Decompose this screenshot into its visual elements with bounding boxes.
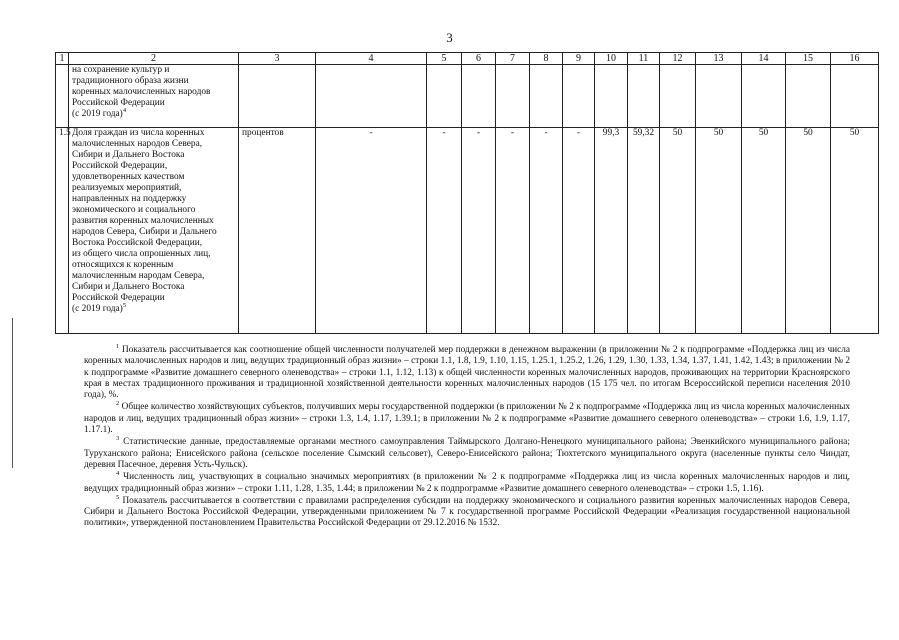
column-number: 11 xyxy=(628,53,660,65)
value-cell: 59,32 xyxy=(628,128,660,334)
table-row xyxy=(56,128,879,334)
column-number-row xyxy=(56,53,879,65)
footnote: $^1$ Показатель рассчитывается как соотношение общей численности получателей мер поддержки в денежном выражении (в приложении № 2 к подпрограмме «Поддержка лиц из числа коренных малочисленных народов и лиц, ведущих традиционный образ жизни» – строки 1.1, 1.8, 1.9, 1.10, 1.15, 1.25.1, 1.25.2, 1.26, 1.29, 1.30, 1.33, 1.34, 1.37, 1.41, 1.42, 1.43; в приложении № 2 к подпрограмме «Развитие домашнего северного оленеводства» – строки 1.1, 1.12, 1.13) к общей численности коренных малочисленных народов, проживающих на территории Красноярского края в местах традиционного проживания и традиционной хозяйственной деятельности коренных малочисленных народов (15 175 чел. по итогам Всероссийской переписи населения 2010 года), %. xyxy=(84,343,851,401)
column-number: 16 xyxy=(831,53,879,65)
indicator-name-cell: на сохранение культур и традиционного образа жизни коренных малочисленных народов Российской Федерации (с 2019 года)$^4$ xyxy=(69,65,239,128)
indicators-table xyxy=(55,52,879,334)
footnote: $^3$ Статистические данные, предоставляемые органами местного самоуправления Таймырского Долгано-Ненецкого муниципального района; Эвенкийского муниципального района; Туруханского района; Енисейского района (сельское поселение Сымский сельсовет), Северо-Енисейского района; Тюхтетского муниципального округа (населенные пункты село Чиндат, деревня Пасечное, деревня Усть-Чульск). xyxy=(84,435,850,470)
column-number: 4 xyxy=(316,53,427,65)
footnote: $^5$ Показатель рассчитывается в соответствии с правилами распределения субсидии на поддержку экономического и социального развития коренных малочисленных народов Севера, Сибири и Дальнего Востока Российской Федерации, утвержденными приложением № 7 к государственной программе Российской Федерации «Реализация государственной национальной политики», утвержденной постановлением Правительства Российской Федерации от 29.12.2016 № 1532. xyxy=(84,493,851,529)
column-number: 12 xyxy=(660,53,696,65)
row-number: 1.5 xyxy=(56,128,69,334)
column-number: 2 xyxy=(69,53,239,65)
column-number: 15 xyxy=(786,53,831,65)
footnote: $^2$ Общее количество хозяйствующих субъектов, получивших меры государственной поддержки (в приложении № 2 к подпрограмме «Поддержка лиц из числа коренных малочисленных народов и лиц, ведущих традиционный образ жизни» – строки 1.3, 1.4, 1.17, 1.39.1; в приложении № 2 к подпрограмме «Развитие домашнего северного оленеводства» – строки 1.6, 1.9, 1.17, 1.17.1). xyxy=(84,400,851,436)
value-cell: 50 xyxy=(660,128,696,334)
value-cell: - xyxy=(427,128,462,334)
column-number: 3 xyxy=(239,53,316,65)
column-number: 10 xyxy=(595,53,628,65)
value-cell: 50 xyxy=(696,128,742,334)
column-number: 1 xyxy=(56,53,69,65)
column-number: 13 xyxy=(696,53,742,65)
column-number: 8 xyxy=(530,53,563,65)
page-number: 3 xyxy=(446,30,453,45)
value-cell: - xyxy=(462,128,496,334)
indicator-name-cell: Доля граждан из числа коренных малочисленных народов Севера, Сибири и Дальнего Востока Российской Федерации, удовлетворенных качеством реализуемых мероприятий, направленных на поддержку экономического и социального развития коренных малочисленных народов Севера, Сибири и Дальнего Востока Российской Федерации, из общего числа опрошенных лиц, относящихся к коренным малочисленным народам Севера, Сибири и Дальнего Востока Российской Федерации (с 2019 года)$^5$ xyxy=(69,128,239,334)
footnote: $^4$ Численность лиц, участвующих в социально значимых мероприятиях (в приложении № 2 к подпрограмме «Поддержка лиц из числа коренных малочисленных народов и лиц, ведущих традиционный образ жизни» – строки 1.11, 1.28, 1.35, 1.44; в приложении № 2 к подпрограмме «Развитие домашнего северного оленеводства» – строки 1.5, 1.16). xyxy=(84,470,850,494)
value-cell: 99,3 xyxy=(595,128,628,334)
value-cell: 50 xyxy=(742,128,786,334)
column-number: 9 xyxy=(563,53,595,65)
footnote-ref: 4 xyxy=(122,107,127,114)
scan-margin-line xyxy=(12,318,13,468)
value-cell: - xyxy=(563,128,595,334)
table-row-continued xyxy=(56,65,879,128)
column-number: 5 xyxy=(427,53,462,65)
value-cell: 50 xyxy=(831,128,879,334)
footnote-ref: 5 xyxy=(122,302,127,309)
footnotes xyxy=(84,345,850,531)
value-cell: - xyxy=(530,128,563,334)
value-cell: - xyxy=(496,128,530,334)
column-number: 14 xyxy=(742,53,786,65)
column-number: 6 xyxy=(462,53,496,65)
value-cell: - xyxy=(316,128,427,334)
value-cell: 50 xyxy=(786,128,831,334)
column-number: 7 xyxy=(496,53,530,65)
unit-cell: процентов xyxy=(239,128,316,334)
